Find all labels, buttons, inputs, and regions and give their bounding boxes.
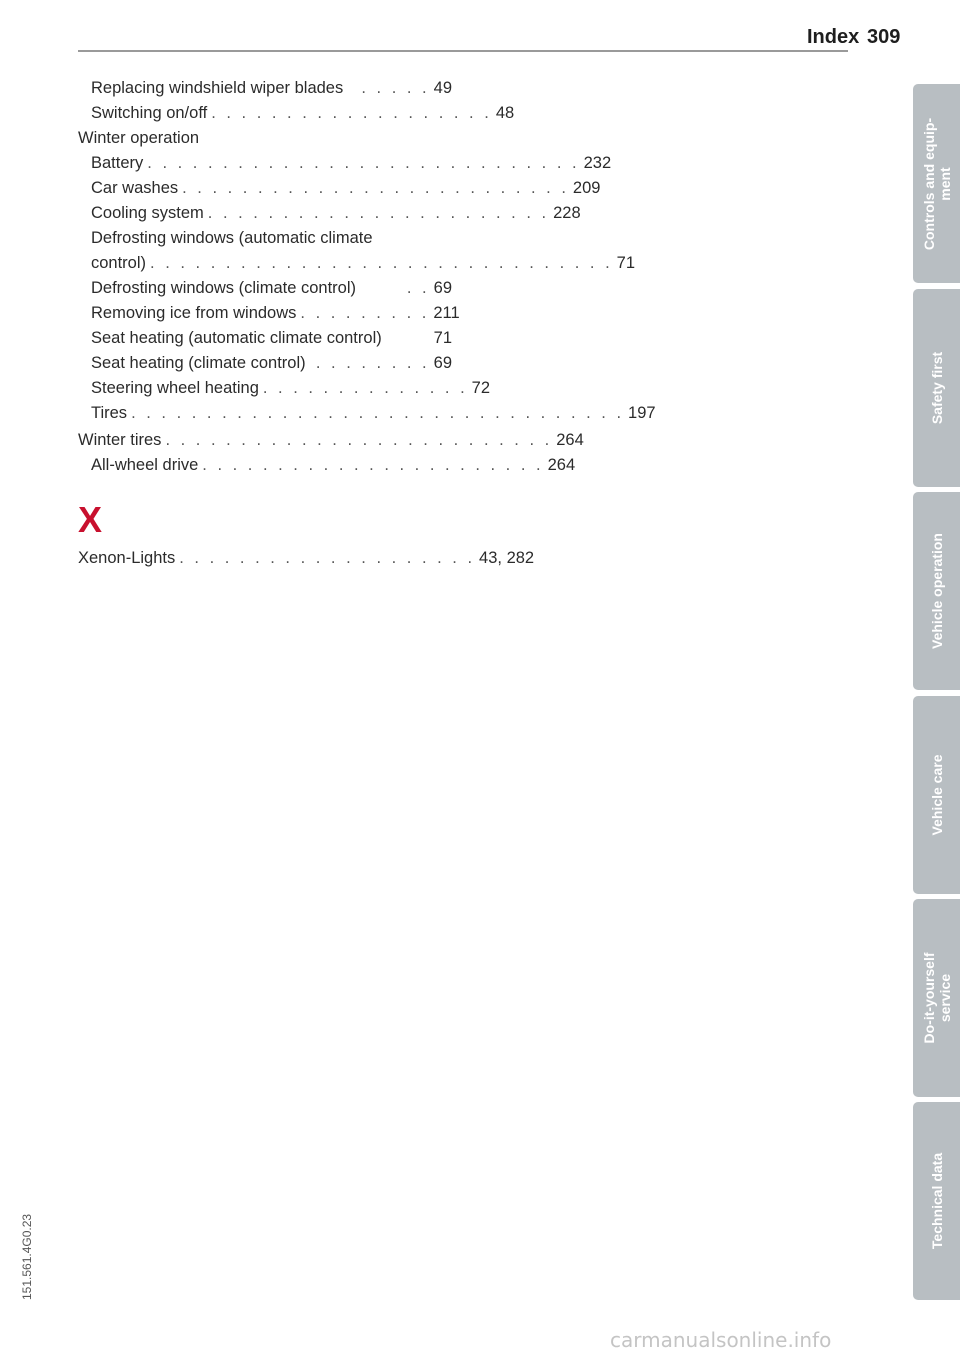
index-entry <box>78 276 452 301</box>
tab-technical-data[interactable] <box>913 1102 960 1300</box>
entry-page: 49 <box>433 79 452 97</box>
leader-dots: . . . . . . . . . . . . . . . . . . . . . . . . . . . . . . . <box>150 254 613 272</box>
index-entry <box>78 301 460 326</box>
header-rule <box>78 50 848 52</box>
entry-label: All-wheel drive <box>91 456 199 474</box>
leader-dots: . . . . . <box>361 79 430 97</box>
section-letter: X <box>78 499 103 540</box>
tab-vehicle-operation[interactable] <box>913 492 960 690</box>
entry-label: control) <box>91 254 147 272</box>
leader-dots: . . . . . . . . . . . . . . . . . . . . . . . . . . <box>182 179 569 197</box>
leader-dots: . . . . . . . . <box>315 354 430 372</box>
entry-page: 211 <box>433 304 460 322</box>
leader-dots: . . . . . . . . . . . . . . . . . . . <box>211 104 492 122</box>
entry-label: Battery <box>91 154 144 172</box>
entry-page: 71 <box>433 329 452 347</box>
tab-label: Vehicle care <box>928 754 945 836</box>
entry-label: Defrosting windows (climate control) <box>91 279 357 297</box>
leader-dots: . . . . . . . . . . . . . . . . . . . . . . . . . . . . . <box>147 154 580 172</box>
entry-label: Switching on/off <box>91 104 208 122</box>
leader-dots: . . . . . . . . . . . . . . . . . . . . <box>179 549 476 567</box>
entry-page: 197 <box>628 404 656 422</box>
tab-vehicle-care[interactable] <box>913 696 960 894</box>
index-entry <box>78 76 452 101</box>
index-list-x <box>78 546 535 571</box>
index-entry <box>78 201 581 226</box>
entry-label: Seat heating (automatic climate control) <box>91 329 382 347</box>
document-code: 151.561.4G0.23 <box>20 1213 34 1300</box>
tab-label: Technical data <box>928 1152 945 1250</box>
entry-label: Tires <box>91 404 128 422</box>
entry-page: 43, 282 <box>479 549 535 567</box>
entry-page: 232 <box>583 154 612 172</box>
tab-label: Safety first <box>928 351 945 425</box>
index-entry <box>78 401 656 426</box>
entry-page: 71 <box>616 254 636 272</box>
tab-label: Do-it-yourself service <box>920 952 953 1044</box>
entry-label: Replacing windshield wiper blades <box>91 79 344 97</box>
page-title: Index <box>807 26 860 48</box>
entry-page: 264 <box>547 456 576 474</box>
index-entry <box>78 326 452 351</box>
entry-label: Defrosting windows (automatic climate <box>91 229 373 247</box>
index-entry <box>78 101 515 126</box>
tab-label: Vehicle operation <box>928 533 945 649</box>
leader-dots: . . . . . . . . . <box>300 304 430 322</box>
index-entry <box>78 251 636 276</box>
leader-dots: . . . . . . . . . . . . . . . . . . . . . . . <box>207 204 550 222</box>
tab-safety-first[interactable] <box>913 289 960 487</box>
entry-page: 209 <box>572 179 601 197</box>
entry-page: 69 <box>433 279 452 297</box>
leader-dots: . . . . . . . . . . . . . . . . . . . . . . . <box>202 456 544 474</box>
index-entry <box>78 151 612 176</box>
index-list <box>78 76 656 478</box>
index-entry <box>78 546 535 571</box>
index-entry <box>78 176 601 201</box>
tab-controls-and-equipment[interactable] <box>913 84 960 283</box>
entry-label: Steering wheel heating <box>91 379 259 397</box>
entry-page: 72 <box>471 379 491 397</box>
entry-label: Winter tires <box>78 431 162 449</box>
entry-label: Xenon-Lights <box>78 549 176 567</box>
index-entry <box>78 226 452 251</box>
leader-dots: . . <box>406 279 430 297</box>
tab-do-it-yourself-service[interactable] <box>913 899 960 1097</box>
index-entry <box>78 126 452 151</box>
index-entry <box>78 428 584 453</box>
entry-label: Car washes <box>91 179 179 197</box>
watermark: carmanualsonline.info <box>610 1328 832 1352</box>
tab-label: Controls and equip- ment <box>920 117 953 250</box>
page-number: 309 <box>867 26 901 48</box>
entry-label: Seat heating (climate control) <box>91 354 306 372</box>
entry-page: 228 <box>553 204 581 222</box>
entry-page: 48 <box>495 104 515 122</box>
index-entry <box>78 453 576 478</box>
index-entry <box>78 376 491 401</box>
leader-dots: . . . . . . . . . . . . . . . . . . . . . . . . . . . . . . . . . <box>131 404 625 422</box>
entry-label: Removing ice from windows <box>91 304 297 322</box>
entry-label: Cooling system <box>91 204 204 222</box>
entry-page: 69 <box>433 354 452 372</box>
entry-page: 264 <box>556 431 584 449</box>
leader-dots: . . . . . . . . . . . . . . . . . . . . . . . . . . <box>165 431 553 449</box>
index-entry <box>78 351 452 376</box>
entry-label: Winter operation <box>78 129 200 147</box>
leader-dots: . . . . . . . . . . . . . . <box>262 379 468 397</box>
